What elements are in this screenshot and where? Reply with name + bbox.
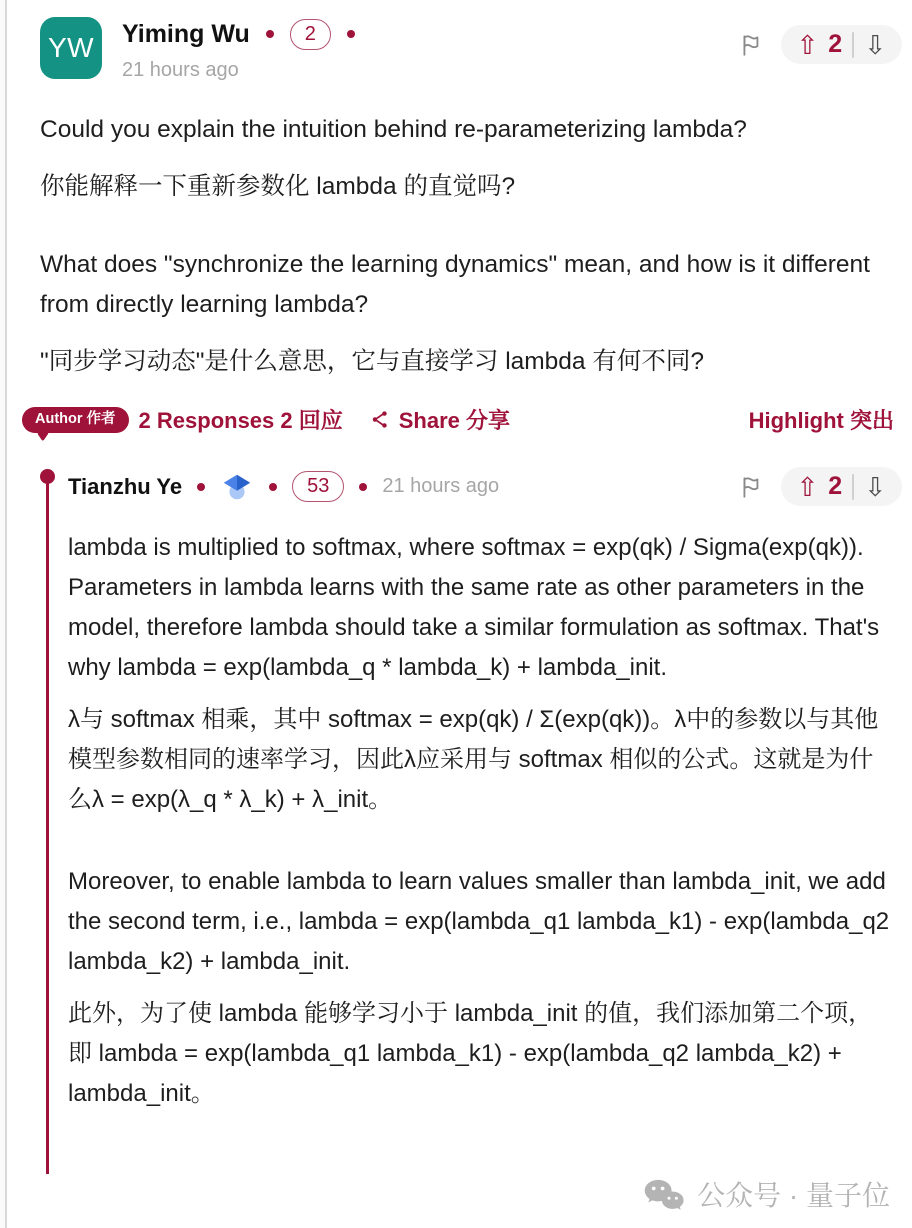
- upvote-button[interactable]: [796, 29, 819, 60]
- upvote-button[interactable]: [796, 471, 819, 502]
- downvote-icon: ⇩: [864, 29, 886, 60]
- reply-thread: [46, 467, 902, 1114]
- author-badge: Author 作者: [22, 407, 129, 433]
- reputation-badge: 53: [292, 471, 344, 502]
- separator-dot-icon: [359, 483, 367, 491]
- reply-paragraph: lambda is multiplied to softmax, where softmax = exp(qk) / Sigma(exp(qk)). Parameters in lambda learns with the same rate as other parameters in the model, therefore lambda should take a similar formulation as softmax. That's why lambda = exp(lambda_q * lambda_k) + lambda_init.: [68, 534, 880, 681]
- upvote-icon: ⇧: [796, 29, 819, 60]
- watermark-text: 公众号 · 量子位: [697, 1180, 890, 1211]
- flag-button[interactable]: [739, 474, 765, 500]
- separator-dot-icon: [347, 30, 355, 38]
- flag-icon: [739, 32, 765, 58]
- avatar: YW: [40, 17, 102, 79]
- reply-paragraph: 此外，为了使 lambda 能够学习小于 lambda_init 的值，我们添加第二个项，即 lambda = exp(lambda_q1 lambda_k1) - exp(lambda_q2 lambda_k2) + lambda_init。: [68, 1000, 873, 1107]
- downvote-button[interactable]: [864, 471, 886, 502]
- comment-author-name[interactable]: Yiming Wu: [122, 19, 250, 48]
- thread-dot-icon: [40, 469, 55, 484]
- share-label: Share 分享: [398, 408, 511, 433]
- comment-body: [40, 110, 892, 382]
- comment-paragraph: Could you explain the intuition behind re-parameterizing lambda?: [40, 116, 747, 143]
- separator-dot-icon: [266, 30, 274, 38]
- downvote-button[interactable]: [864, 29, 886, 60]
- vote-divider: [852, 32, 854, 58]
- separator-dot-icon: [269, 483, 277, 491]
- responses-toggle-button[interactable]: 2 Responses 2 回应: [139, 404, 343, 435]
- comment-timestamp: 21 hours ago: [122, 59, 239, 81]
- comment-action-row: [35, 404, 902, 435]
- comment-paragraph: 你能解释一下重新参数化 lambda 的直觉吗?: [40, 173, 516, 200]
- reply-timestamp: 21 hours ago: [382, 475, 500, 497]
- scholar-cap-icon: [220, 470, 254, 504]
- reply-paragraph: λ与 softmax 相乘，其中 softmax = exp(qk) / Σ(exp(qk))。λ中的参数以与其他模型参数相同的速率学习，因此λ应采用与 softmax 相似的公式。这就是为什么λ = exp(λ_q * λ_k) + λ_init。: [68, 706, 879, 813]
- panel-edge-divider: [0, 0, 7, 1228]
- vote-pill: [781, 25, 903, 64]
- upvote-icon: ⇧: [796, 471, 819, 502]
- reply-body: [68, 528, 892, 1114]
- reply-header: [68, 467, 902, 506]
- vote-divider: [852, 474, 854, 500]
- vote-count: 2: [828, 30, 843, 58]
- comment-paragraph: What does "synchronize the learning dynamics" mean, and how is it different from directly learning lambda?: [40, 251, 870, 318]
- share-button[interactable]: [371, 404, 510, 435]
- comment-paragraph: "同步学习动态"是什么意思，它与直接学习 lambda 有何不同?: [40, 348, 704, 375]
- comment-header: [40, 17, 902, 82]
- separator-dot-icon: [197, 483, 205, 491]
- reply-paragraph: Moreover, to enable lambda to learn values smaller than lambda_init, we add the second term, i.e., lambda = exp(lambda_q1 lambda_k1) - exp(lambda_q2 lambda_k2) + lambda_init.: [68, 868, 890, 975]
- flag-button[interactable]: [739, 32, 765, 58]
- wechat-icon: [643, 1177, 685, 1212]
- thread-line: [46, 477, 49, 1174]
- watermark: [643, 1174, 890, 1214]
- vote-pill: [781, 467, 903, 506]
- share-icon: [371, 409, 390, 430]
- reply-author-name[interactable]: Tianzhu Ye: [68, 473, 183, 499]
- highlight-button[interactable]: Highlight 突出: [749, 404, 894, 435]
- vote-count: 2: [828, 472, 843, 500]
- flag-icon: [739, 474, 765, 500]
- downvote-icon: ⇩: [864, 471, 886, 502]
- reputation-badge: 2: [290, 19, 331, 50]
